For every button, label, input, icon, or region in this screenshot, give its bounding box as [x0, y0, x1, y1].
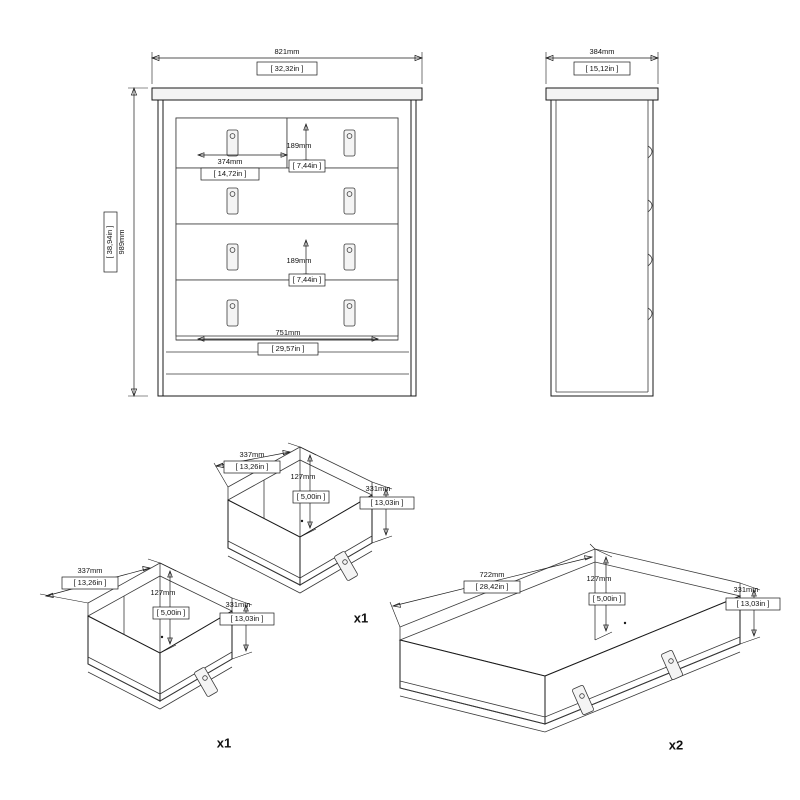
wide-drawer-depth-in: [ 13,03in ] [736, 598, 770, 608]
overall-height-mm: 989mm [116, 229, 126, 255]
side-elevation-view [546, 47, 658, 396]
small-drawer-upper-width-mm: 337mm [239, 449, 265, 459]
small-drawer-upper-width-in: [ 13,26in ] [235, 461, 269, 471]
inner-width-mm: 751mm [275, 327, 301, 337]
small-drawer-upper-qty: x1 [353, 610, 369, 626]
small-drawer-upper-height-mm: 127mm [290, 471, 316, 481]
wide-drawer-width-mm: 722mm [479, 569, 505, 579]
top-drawer-width-in: [ 14,72in ] [213, 168, 247, 178]
dimension-overall-depth [546, 47, 658, 84]
small-drawer-lower-view [40, 559, 274, 750]
small-drawer-lower-width-in: [ 13,26in ] [73, 577, 107, 587]
drawer-handle-icon [334, 551, 358, 581]
small-drawer-upper-depth-in: [ 13,03in ] [370, 497, 404, 507]
drawer-handle-icon [194, 667, 218, 697]
wide-drawer-depth-mm: 331mm [733, 584, 759, 594]
small-drawer-upper-view [214, 443, 414, 625]
overall-width-in: [ 32,32in ] [270, 63, 304, 73]
overall-height-in: [ 38,94in ] [104, 225, 114, 259]
small-drawer-lower-qty: x1 [216, 735, 232, 751]
top-drawer-width-mm: 374mm [217, 156, 243, 166]
wide-drawer-height-in: [ 5,00in ] [592, 593, 622, 603]
small-drawer-upper-height-in: [ 5,00in ] [296, 491, 326, 501]
small-drawer-lower-width-mm: 337mm [77, 565, 103, 575]
small-drawer-lower-height-in: [ 5,00in ] [156, 607, 186, 617]
overall-depth-mm: 384mm [589, 46, 615, 56]
wide-drawer-height-mm: 127mm [586, 573, 612, 583]
lower-drawer-height-mm: 189mm [286, 255, 312, 265]
front-elevation-view [104, 47, 422, 396]
dimension-overall-height [104, 88, 148, 396]
wide-drawer-width-in: [ 28,42in ] [475, 581, 509, 591]
top-drawer-height-in: [ 7,44in ] [292, 160, 322, 170]
inner-width-in: [ 29,57in ] [271, 343, 305, 353]
small-drawer-lower-depth-mm: 331mm [225, 599, 251, 609]
small-drawer-upper-depth-mm: 331mm [365, 483, 391, 493]
overall-depth-in: [ 15,12in ] [585, 63, 619, 73]
overall-width-mm: 821mm [274, 46, 300, 56]
small-drawer-lower-depth-in: [ 13,03in ] [230, 613, 264, 623]
lower-drawer-height-in: [ 7,44in ] [292, 274, 322, 284]
dimension-overall-width [152, 47, 422, 84]
wide-drawer-view [390, 544, 780, 752]
top-drawer-height-mm: 189mm [286, 140, 312, 150]
small-drawer-lower-height-mm: 127mm [150, 587, 176, 597]
wide-drawer-qty: x2 [668, 737, 684, 753]
